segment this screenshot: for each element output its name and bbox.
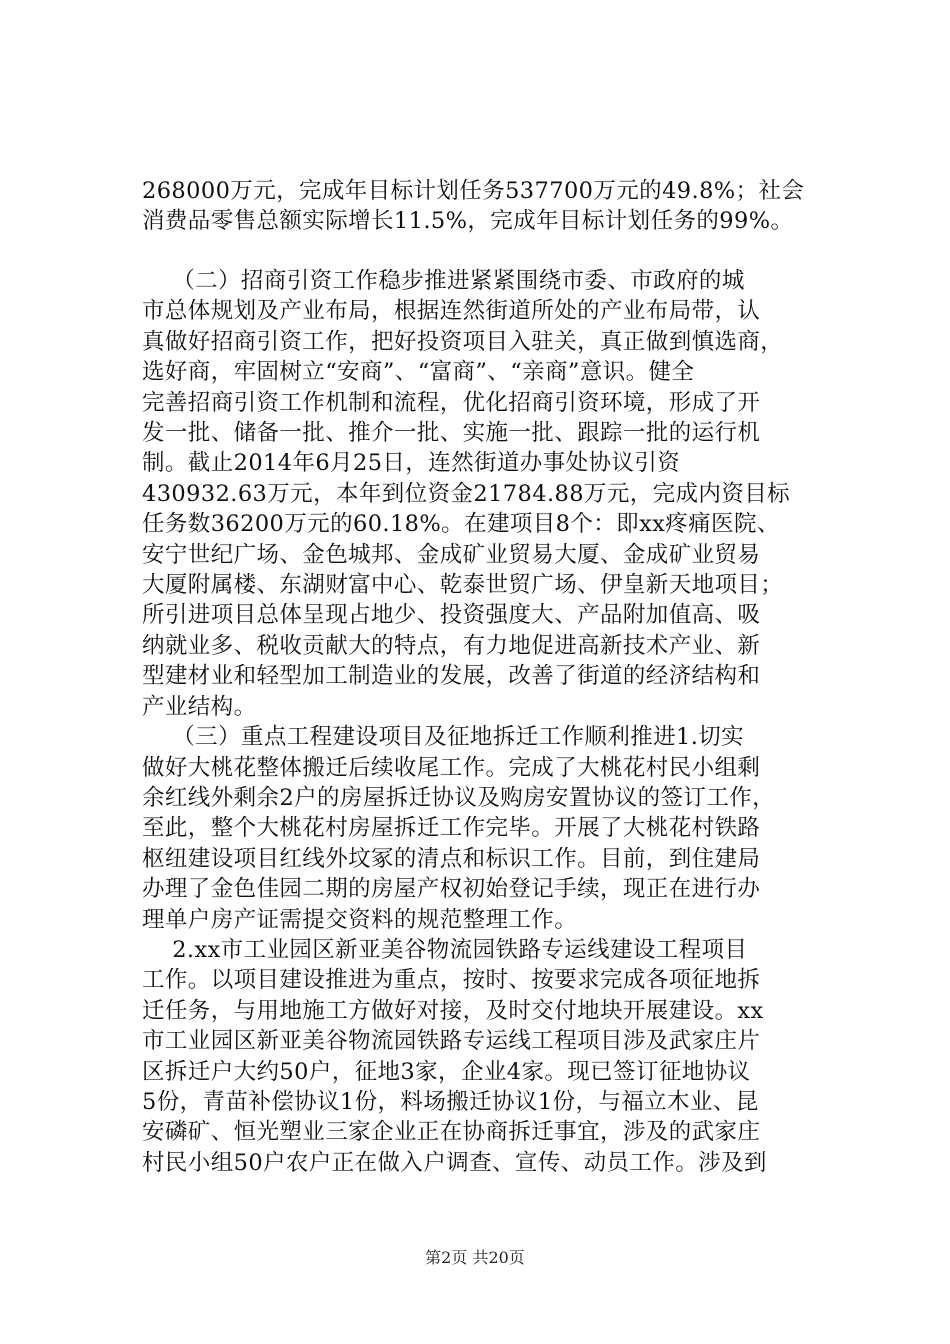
page-number-label: 第2页 共20页 <box>425 1248 525 1267</box>
text-line: 办理了金色佳园二期的房屋产权初始登记手续，现正在进行办 <box>142 876 761 903</box>
text-line: 理单户房产证需提交资料的规范整理工作。 <box>142 906 578 933</box>
text-line: 所引进项目总体呈现占地少、投资强度大、产品附加值高、吸 <box>142 602 761 629</box>
text-line: 安宁世纪广场、金色城邦、金成矿业贸易大厦、金成矿业贸易 <box>142 541 761 568</box>
text-line: 工作。以项目建设推进为重点，按时、按要求完成各项征地拆 <box>142 967 761 994</box>
text-line: 余红线外剩余2户的房屋拆迁协议及购房安置协议的签订工作， <box>142 784 776 811</box>
text-line: 完善招商引资工作机制和流程，优化招商引资环境，形成了开 <box>142 389 761 416</box>
text-line: 型建材业和轻型加工制造业的发展，改善了街道的经济结构和 <box>142 663 761 690</box>
paragraph-block-top <box>142 176 810 237</box>
text-line: 真做好招商引资工作，把好投资项目入驻关，真正做到慎选商， <box>142 328 784 355</box>
text-line: 迁任务，与用地施工方做好对接，及时交付地块开展建设。xx <box>142 997 764 1024</box>
text-line: 消费品零售总额实际增长11.5%，完成年目标计划任务的99%。 <box>142 208 794 235</box>
text-line: 选好商，牢固树立“安商”、“富商”、“亲商”意识。健全 <box>142 359 695 386</box>
text-line: 任务数36200万元的60.18%。在建项目8个：即xx疼痛医院、 <box>142 511 780 538</box>
text-line: 268000万元，完成年目标计划任务537700万元的49.8%；社会 <box>142 178 805 204</box>
text-line: 安磷矿、恒光塑业三家企业正在协商拆迁事宜，涉及的武家庄 <box>142 1119 761 1146</box>
page-footer <box>0 1245 950 1268</box>
text-line: 做好大桃花整体搬迁后续收尾工作。完成了大桃花村民小组剩 <box>142 754 761 781</box>
text-line: 5份，青苗补偿协议1份，料场搬迁协议1份，与福立木业、昆 <box>142 1088 759 1115</box>
text-line: （二）招商引资工作稳步推进紧紧围绕市委、市政府的城 <box>142 268 745 294</box>
text-line: 产业结构。 <box>142 693 257 720</box>
text-line: 市总体规划及产业布局，根据连然街道所处的产业布局带，认 <box>142 298 761 325</box>
text-line: 村民小组50户农户正在做入户调查、宣传、动员工作。涉及到 <box>142 1149 767 1176</box>
text-line: 纳就业多、税收贡献大的特点，有力地促进高新技术产业、新 <box>142 632 761 659</box>
text-line: 430932.63万元，本年到位资金21784.88万元，完成内资目标 <box>142 480 791 507</box>
text-line: 区拆迁户大约50户，征地3家，企业4家。现已签订征地协议 <box>142 1058 751 1085</box>
text-line: 制。截止2014年6月25日，连然街道办事处协议引资 <box>142 450 681 477</box>
text-line: 至此，整个大桃花村房屋拆迁工作完毕。开展了大桃花村铁路 <box>142 815 761 842</box>
text-line: 枢纽建设项目红线外坟冢的清点和标识工作。目前，到住建局 <box>142 845 761 872</box>
paragraph-block-main <box>142 266 810 1178</box>
text-line: 市工业园区新亚美谷物流园铁路专运线工程项目涉及武家庄片 <box>142 1028 761 1055</box>
text-line: 发一批、储备一批、推介一批、实施一批、跟踪一批的运行机 <box>142 420 761 447</box>
text-line: 大厦附属楼、东湖财富中心、乾泰世贸广场、伊皇新天地项目； <box>142 572 784 599</box>
text-line: （三）重点工程建设项目及征地拆迁工作顺利推进1.切实 <box>142 724 745 751</box>
text-line: 2.xx市工业园区新亚美谷物流园铁路专运线建设工程项目 <box>142 936 748 963</box>
